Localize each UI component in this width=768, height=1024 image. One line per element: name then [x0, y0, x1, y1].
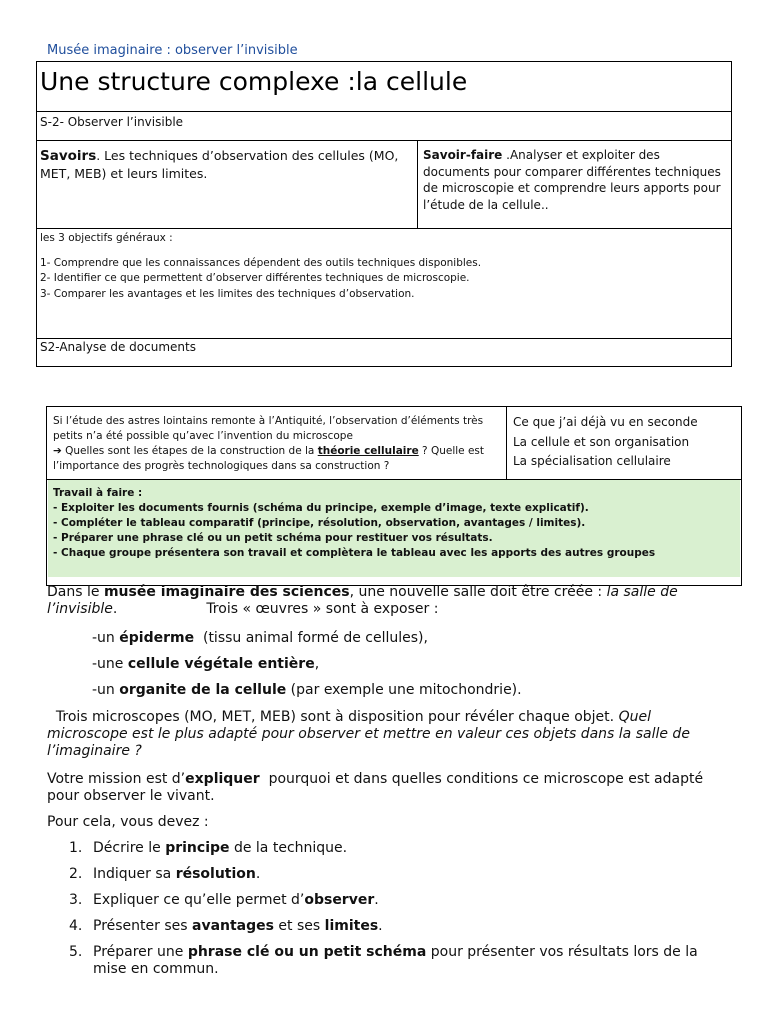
analyse-row: S2-Analyse de documents	[40, 340, 196, 354]
oeuvre-item: -un épiderme (tissu animal formé de cellules),	[92, 630, 428, 646]
travail-item: - Exploiter les documents fournis (schéma du principe, exemple d’image, texte explicatif).	[53, 502, 589, 514]
steps-list	[47, 840, 717, 978]
objectifs-title: les 3 objectifs généraux :	[40, 232, 173, 244]
mission-paragraph: Votre mission est d’expliquer pourquoi et dans quelles conditions ce microscope est adapté pour observer le vivant.	[47, 771, 708, 804]
objectif-item: 1- Comprendre que les connaissances dépendent des outils techniques disponibles.	[40, 256, 482, 269]
page-title: Une structure complexe :la cellule	[37, 62, 731, 112]
travail-item: - Compléter le tableau comparatif (principe, résolution, observation, avantages / limites).	[53, 517, 586, 529]
main-text	[47, 584, 717, 987]
step-item: 3. Expliquer ce qu’elle permet d’observer.	[69, 892, 379, 908]
travail-item: - Chaque groupe présentera son travail et complètera le tableau avec les apports des autres groupes	[53, 547, 656, 559]
travail-title: Travail à faire :	[53, 487, 143, 499]
savoir-faire-label: Savoir-faire	[423, 148, 503, 162]
microscopes-paragraph: Trois microscopes (MO, MET, MEB) sont à disposition pour révéler chaque objet. Quel microscope est le plus adapté pour observer et mettre en valeur ces objets dans la salle de l’imaginaire ?	[47, 709, 690, 759]
step-item: 5. Préparer une phrase clé ou un petit schéma pour présenter vos résultats lors de la mise en commun.	[69, 944, 698, 977]
travail-item: - Préparer une phrase clé ou un petit schéma pour restituer vos résultats.	[53, 532, 493, 544]
savoirs-label: Savoirs	[40, 148, 97, 164]
theorie-cellulaire: théorie cellulaire	[317, 445, 419, 457]
info-table	[36, 61, 732, 367]
section-subtitle: S-2- Observer l’invisible	[37, 112, 731, 141]
savoir-faire-cell	[418, 141, 731, 228]
deja-vu-title: Ce que j’ai déjà vu en seconde	[513, 415, 698, 429]
savoirs-row	[36, 141, 732, 229]
deja-vu-item: La cellule et son organisation	[513, 434, 690, 449]
intro-cell	[47, 407, 507, 479]
activity-table	[46, 406, 742, 586]
objectifs-cell	[37, 229, 731, 339]
pour-cela: Pour cela, vous devez :	[47, 814, 209, 830]
savoir-faire-text: .Analyser et exploiter des documents pour comparer différentes techniques de microscopie et comprendre leurs apports pour l’étude de la cellule..	[423, 148, 721, 212]
savoirs-cell	[37, 141, 418, 228]
deja-vu-item: La spécialisation cellulaire	[513, 454, 671, 468]
header-link[interactable]: Musée imaginaire : observer l’invisible	[47, 43, 298, 58]
step-item: 4. Présenter ses avantages et ses limites.	[69, 918, 383, 934]
step-item: 1. Décrire le principe de la technique.	[69, 840, 348, 856]
oeuvre-item: -un organite de la cellule (par exemple une mitochondrie).	[92, 682, 522, 698]
objectif-item: 2- Identifier ce que permettent d’observer différentes techniques de microscopie.	[40, 272, 470, 284]
deja-vu-cell	[507, 407, 741, 479]
intro-text: Si l’étude des astres lointains remonte à l’Antiquité, l’observation d’éléments très petits n’a été possible qu’avec l’invention du microscope	[53, 415, 484, 442]
savoirs-text: . Les techniques d’observation des cellules (MO, MET, MEB) et leurs limites.	[40, 148, 399, 181]
step-item: 2. Indiquer sa résolution.	[69, 866, 261, 882]
intro-question: ➔ Quelles sont les étapes de la construction de la théorie cellulaire ? Quelle est l’importance des progrès technologiques dans sa construction ?	[53, 445, 485, 472]
oeuvre-item: -une cellule végétale entière,	[92, 656, 320, 672]
objectif-item: 3- Comparer les avantages et les limites des techniques d’observation.	[40, 287, 415, 300]
travail-a-faire	[48, 480, 740, 577]
intro-paragraph: Dans le musée imaginaire des sciences, une nouvelle salle doit être créée : la salle de l’invisible. Trois « œuvres » sont à exposer :	[47, 584, 678, 617]
